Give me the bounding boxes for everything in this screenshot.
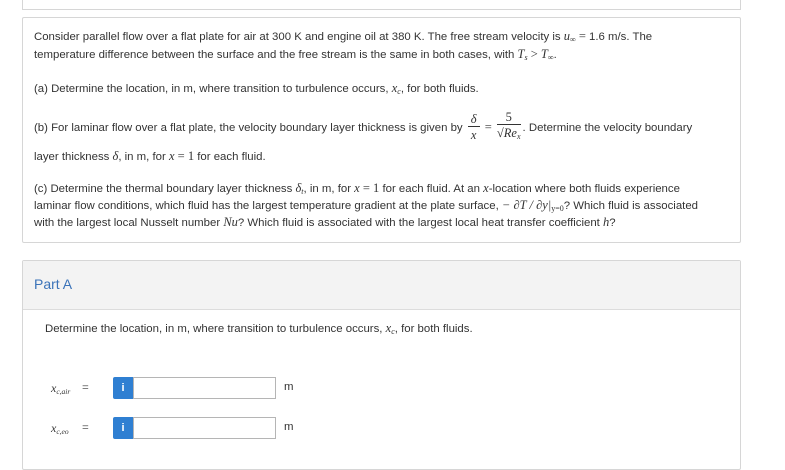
- part-c-text: (c) Determine the thermal boundary layer thickness: [34, 183, 296, 195]
- greater-than-sign: >: [527, 47, 541, 61]
- part-b-line-2: [34, 148, 266, 166]
- part-b-description: [34, 110, 692, 145]
- delta-symbol: δ: [112, 149, 119, 163]
- answer-input-engine-oil[interactable]: [133, 417, 276, 439]
- part-b-text: , in m, for: [118, 151, 169, 163]
- five-over-sqrt-re-fraction: [497, 110, 521, 145]
- part-a-title[interactable]: Part A: [34, 276, 73, 292]
- x-symbol: x: [354, 181, 360, 195]
- re-subscript: x: [516, 132, 521, 142]
- part-a-description: [34, 80, 479, 100]
- answer-label-engine-oil: [51, 421, 69, 436]
- part-a-panel: [22, 260, 741, 470]
- question-text: Determine the location, in m, where transition to turbulence occurs,: [45, 323, 386, 335]
- part-b-text: (b) For laminar flow over a flat plate, the velocity boundary layer thickness is given by: [34, 122, 466, 134]
- part-b-text-end: for each fluid.: [194, 151, 266, 163]
- equals-sign: =: [82, 380, 89, 394]
- label-symbol: x: [51, 381, 57, 395]
- answer-input-air[interactable]: [133, 377, 276, 399]
- freestream-temp-subscript: ∞: [547, 53, 554, 62]
- delta-over-x-fraction: [468, 112, 480, 143]
- xc-symbol: x: [391, 81, 398, 95]
- xc-subscript: c: [391, 327, 395, 336]
- part-c-text: laminar flow conditions, which fluid has the largest temperature gradient at the plate surface,: [34, 200, 502, 212]
- answer-row-air: [51, 376, 351, 402]
- label-symbol: x: [51, 421, 57, 435]
- nusselt-symbol: Nu: [223, 215, 238, 229]
- equals-sign: =: [481, 120, 495, 134]
- period: .: [553, 49, 557, 61]
- equals-sign: =: [575, 29, 590, 43]
- part-c-text: for each fluid. At an: [379, 183, 484, 195]
- sqrt-re: √Re: [496, 126, 517, 141]
- part-a-question: [45, 321, 473, 336]
- question-text-end: , for both fluids.: [394, 323, 473, 335]
- part-c-text: , in m, for: [303, 183, 355, 195]
- previous-panel-edge: [22, 0, 741, 10]
- surface-temp-symbol: T: [517, 47, 525, 61]
- problem-statement: [22, 17, 741, 243]
- velocity-subscript: ∞: [570, 35, 576, 44]
- xc-subscript: c: [397, 87, 401, 96]
- answer-label-air: [51, 381, 70, 396]
- fraction-numerator: 5: [497, 110, 521, 125]
- temperature-gradient-expression: − ∂T / ∂y|: [501, 198, 552, 212]
- info-icon[interactable]: i: [113, 377, 133, 399]
- freestream-temp-symbol: T: [540, 47, 548, 61]
- fraction-denominator: x: [470, 128, 477, 143]
- part-c-text-end: ?: [609, 217, 616, 229]
- x-symbol: x: [483, 181, 489, 195]
- problem-line-1: [34, 28, 652, 48]
- problem-text: temperature difference between the surface and the free stream is the same in both cases, with: [34, 49, 518, 61]
- xc-symbol: x: [385, 321, 392, 335]
- answer-row-engine-oil: [51, 416, 351, 442]
- part-c-text: ? Which fluid is associated with the largest local heat transfer coefficient: [237, 217, 604, 229]
- label-subscript: c,eo: [56, 427, 69, 436]
- part-c-text: ? Which fluid is associated: [563, 200, 698, 212]
- unit-label: m: [284, 381, 294, 393]
- problem-text: Consider parallel flow over a flat plate for air at 300 K and engine oil at 380 K. The free stream velocity is: [34, 31, 564, 43]
- velocity-symbol: u: [563, 29, 570, 43]
- velocity-value: 1.6 m/s. The: [589, 31, 653, 43]
- part-b-text-end: . Determine the velocity boundary: [522, 122, 693, 134]
- fraction-numerator: δ: [468, 112, 480, 127]
- part-b-text: layer thickness: [34, 151, 113, 163]
- gradient-subscript: y=0: [551, 204, 564, 213]
- unit-label: m: [284, 421, 294, 433]
- x-value: = 1: [359, 181, 380, 195]
- part-a-header[interactable]: [23, 261, 740, 310]
- x-value: = 1: [174, 149, 195, 163]
- surface-temp-subscript: s: [524, 53, 528, 62]
- delta-t-subscript: t: [301, 187, 304, 196]
- info-icon[interactable]: i: [113, 417, 133, 439]
- part-a-text: (a) Determine the location, in m, where transition to turbulence occurs,: [34, 83, 392, 95]
- equals-sign: =: [82, 420, 89, 434]
- part-c-line-3: [34, 214, 616, 232]
- fraction-denominator: [497, 125, 521, 145]
- problem-line-2: [34, 46, 557, 66]
- delta-t-symbol: δ: [295, 181, 302, 195]
- label-subscript: c,air: [56, 387, 71, 396]
- x-symbol: x: [168, 149, 175, 163]
- part-c-text: -location where both fluids experience: [488, 183, 680, 195]
- part-c-text: with the largest local Nusselt number: [34, 217, 224, 229]
- part-a-text-end: , for both fluids.: [400, 83, 479, 95]
- h-symbol: h: [603, 215, 610, 229]
